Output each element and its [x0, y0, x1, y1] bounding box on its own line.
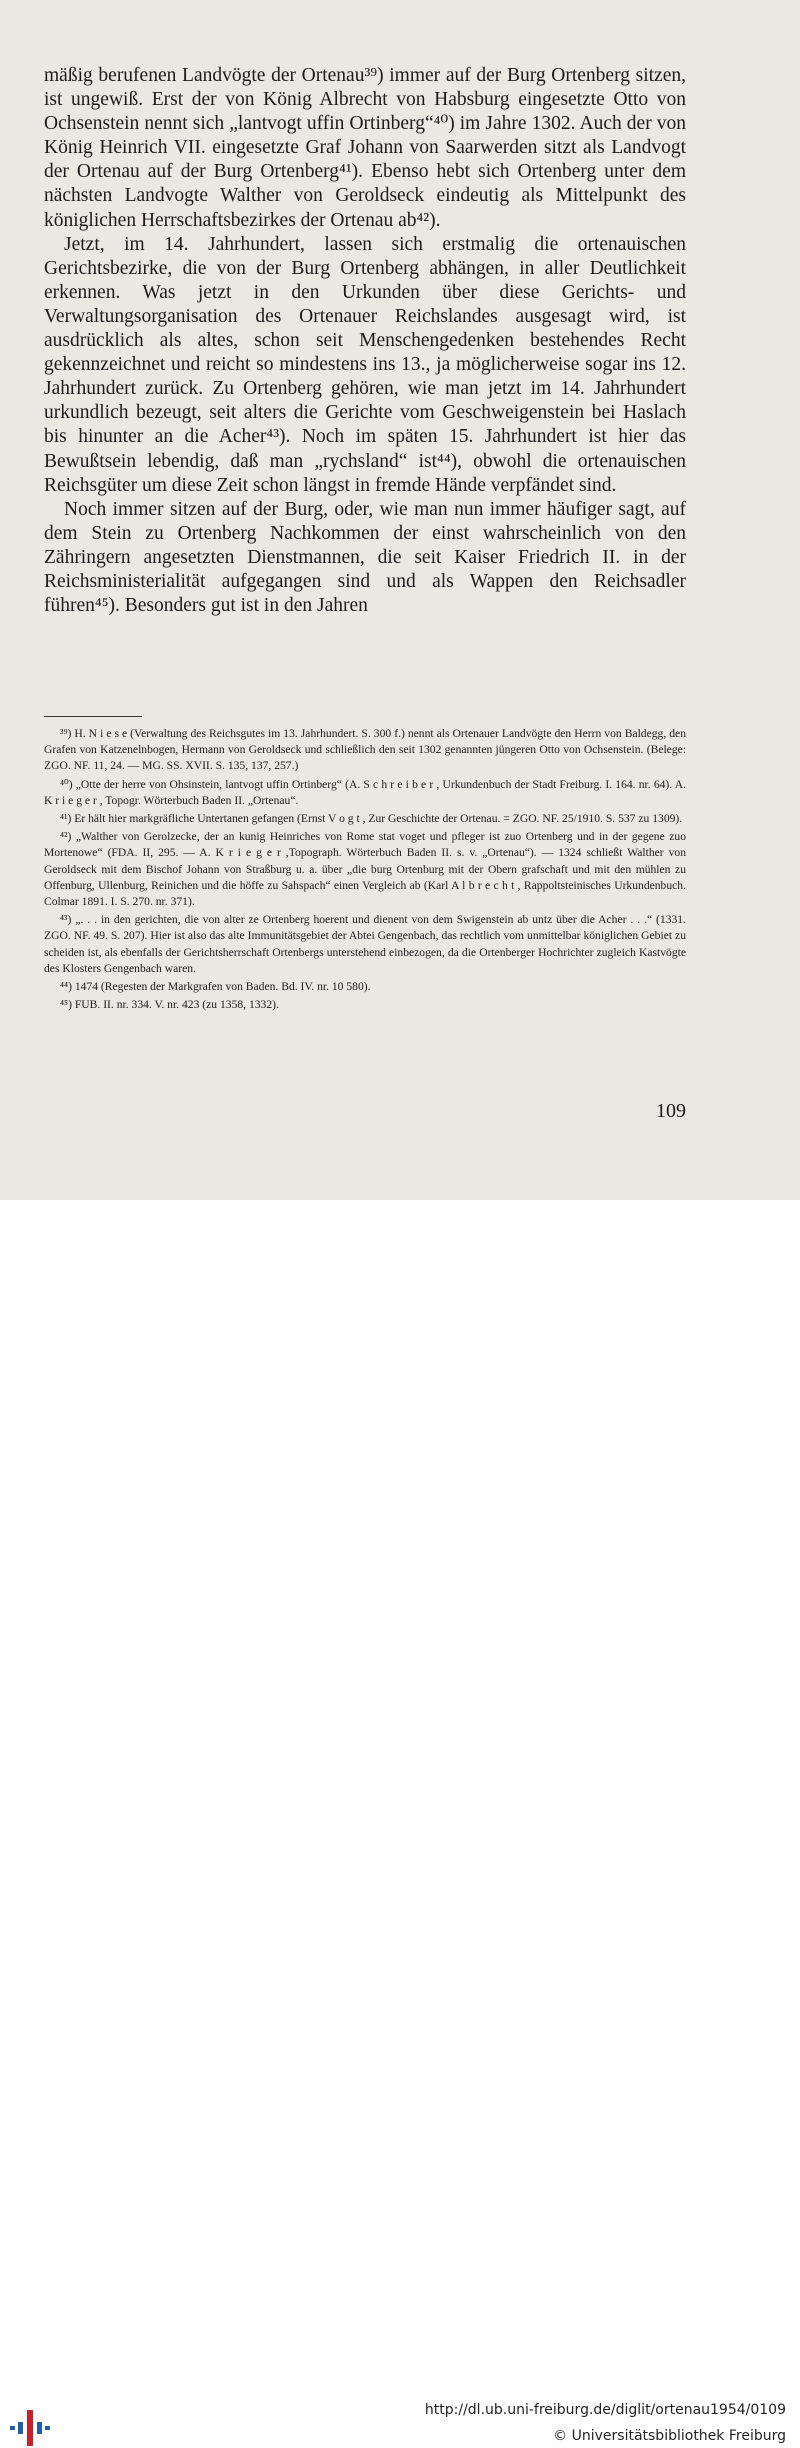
footnote-43: ⁴³) „. . . in den gerichten, die von alter ze Ortenberg hoerent und dienent von dem Swigenstein ab untz über die Acher . . .“ (1331. ZGO. NF. 49. S. 207). Hier ist also das alte Immunitätsgebiet der Abtei Gengenbach, das rechtlich vom unmittelbar königlichen Gebiet zu scheiden ist, als ebenfalls der Gerichtsherrschaft Ortenbergs unterstehend einbezogen, da die Ortenberger Hochrichter zugleich Kastvögte des Klosters Gengenbach waren. — [44, 913, 686, 975]
paragraph-2: Jetzt, im 14. Jahrhundert, lassen sich erstmalig die ortenauischen Gerichtsbezirke, die von der Burg Ortenberg abhängen, in aller Deutlichkeit erkennen. Was jetzt in den Urkunden über diese Gerichts- und Verwaltungsorganisation des Ortenauer Reichslandes ausgesagt wird, ist ausdrücklich als altes, schon seit Menschengedenken bestehendes Recht gekennzeichnet und reicht so mindestens ins 13., ja möglicherweise sogar ins 12. Jahrhundert zurück. Zu Ortenberg gehören, wie man jetzt im 14. Jahrhundert urkundlich bezeugt, seit alters die Gerichte vom Geschweigenstein bei Haslach bis hinunter an die Acher⁴³). Noch im späten 15. Jahrhundert ist hier das Bewußtsein lebendig, daß man „rychsland“ ist⁴⁴), obwohl die ortenauischen Reichsgüter um diese Zeit schon längst in fremde Hände verpfändet sind. — [44, 233, 686, 496]
source-url-link[interactable]: http://dl.ub.uni-freiburg.de/diglit/ortenau1954/0109 — [424, 2402, 786, 2418]
viewer-footer — [0, 1200, 800, 2444]
footnote-44: ⁴⁴) 1474 (Regesten der Markgrafen von Baden. Bd. IV. nr. 10 580). — [60, 980, 371, 994]
footnote-45: ⁴⁵) FUB. II. nr. 334. V. nr. 423 (zu 1358, 1332). — [60, 998, 279, 1012]
ub-freiburg-logo-icon[interactable] — [10, 2408, 50, 2448]
paragraph-3: Noch immer sitzen auf der Burg, oder, wie man nun immer häufiger sagt, auf dem Stein zu Ortenberg Nachkommen der einst wahrscheinlich von den Zähringern angesetzten Dienstmannen, die seit Kaiser Friedrich II. in der Reichsministerialität aufgegangen sind und als Wappen den Reichsadler führen⁴⁵). Besonders gut ist in den Jahren — [44, 498, 686, 617]
footnote-39: ³⁹) H. N i e s e (Verwaltung des Reichsgutes im 13. Jahrhundert. S. 300 f.) nennt als Ortenauer Landvögte den Herrn von Baldegg, den Grafen von Katzenelnbogen, Hermann von Geroldseck und schließlich den seit 1302 genannten jüngeren Otto von Ochsenstein. (Belege: ZGO. NF. 11, 24. — MG. SS. XVII. S. 135, 137, 257.) — [44, 727, 686, 773]
main-text — [44, 64, 686, 618]
copyright-notice: © Universitätsbibliothek Freiburg — [553, 2428, 786, 2444]
footnotes — [44, 726, 686, 1015]
page-number: 109 — [656, 1100, 686, 1122]
footnote-40: ⁴⁰) „Otte der herre von Ohsinstein, lantvogt uffin Ortinberg“ (A. S c h r e i b e r , Urkundenbuch der Stadt Freiburg. I. 164. nr. 64). A. K r i e g e r , Topogr. Wörterbuch Baden II. „Ortenau“. — [44, 777, 686, 807]
footnote-separator — [44, 716, 142, 717]
scanned-page — [0, 0, 800, 1200]
footnote-41: ⁴¹) Er hält hier markgräfliche Untertanen gefangen (Ernst V o g t , Zur Geschichte der Ortenau. = ZGO. NF. 25/1910. S. 537 zu 1309). — [60, 812, 683, 826]
paragraph-1: mäßig berufenen Landvögte der Ortenau³⁹) immer auf der Burg Ortenberg sitzen, ist ungewiß. Erst der von König Albrecht von Habsburg eingesetzte Otto von Ochsenstein nennt sich „lantvogt uffin Ortinberg“⁴⁰) im Jahre 1302. Auch der von König Heinrich VII. eingesetzte Graf Johann von Saarwerden sitzt als Landvogt der Ortenau auf der Burg Ortenberg⁴¹). Ebenso hebt sich Ortenberg unter dem nächsten Landvogte Walther von Geroldseck eindeutig als Mittelpunkt des königlichen Herrschaftsbezirkes der Ortenau ab⁴²). — [44, 65, 686, 231]
footnote-42: ⁴²) „Walther von Gerolzecke, der an kunig Heinriches von Rome stat voget und pfleger ist zuo Ortenberg und in der gegene zuo Mortenowe“ (FDA. II, 295. — A. K r i e g e r ,Topograph. Wörterbuch Baden II. s. v. „Ortenau“). — 1324 schließt Walther von Geroldseck mit dem Bischof Johann von Straßburg u. a. über „die burg Ortenburg mit der Obern grafschaft und mit den mühlen zu Offenburg, Ullenburg, Reinichen und die höffe zu Sahspach“ einen Vergleich ab (Karl A l b r e c h t , Rappoltsteinisches Urkundenbuch. Colmar 1891. I. S. 270. nr. 371). — [44, 830, 686, 909]
